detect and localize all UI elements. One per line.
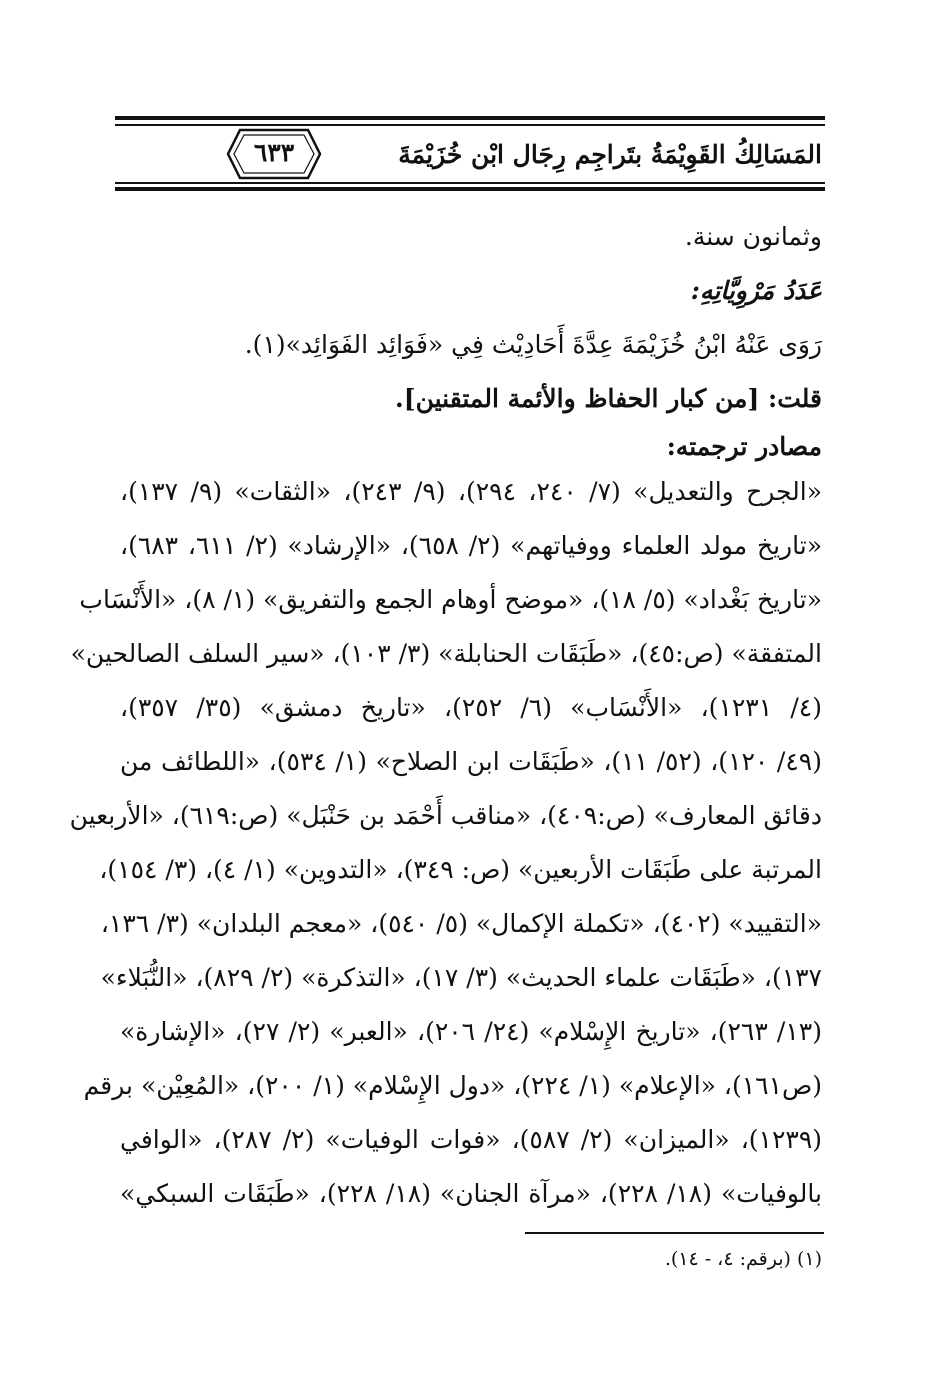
sources-line: المتفقة» (ص:٤٥)، «طَبَقَات الحنابلة» (٣/ ١٠٣)، «سير السلف الصالحين» xyxy=(70,639,822,668)
header-rule-bottom-thin xyxy=(115,182,825,184)
sources-line: «تاريخ مولد العلماء ووفياتهم» (٢/ ٦٥٨)، «الإرشاد» (٢/ ٦١١، ٦٨٣)، xyxy=(120,531,822,560)
running-title: المَسَالِكُ القَوِيْمَةُ بتَراجِم رِجَال ابْن خُزَيْمَةَ xyxy=(398,140,822,169)
header-rule-top-thick xyxy=(115,116,825,120)
sources-line: بالوفيات» (١٨/ ٢٢٨)، «مرآة الجنان» (١٨/ ٢٢٨)، «طَبَقَات السبكي» xyxy=(120,1179,822,1208)
heading-sources: مصادر ترجمته: xyxy=(666,432,822,461)
narrations-text: رَوَى عَنْهُ ابْنُ خُزَيْمَةَ عِدَّةَ أَحَادِيْث فِي «فَوَائِد الفَوَائِد»(١). xyxy=(244,330,822,359)
sources-line: (١٣/ ٢٦٣)، «تاريخ الإِسْلام» (٢٤/ ٢٠٦)، «العبر» (٢/ ٢٧)، «الإشارة» xyxy=(120,1017,822,1046)
sources-line: «تاريخ بَغْداد» (٥/ ١٨)، «موضح أوهام الجمع والتفريق» (١/ ٨)، «الأَنْسَاب xyxy=(79,585,822,614)
header-rule-bottom-thick xyxy=(115,187,825,191)
footnote-separator xyxy=(525,1232,824,1234)
body-line-continuation: وثمانون سنة. xyxy=(684,222,822,251)
footnote: (١) (برقم: ٤، - ١٤). xyxy=(664,1248,822,1270)
sources-line: (٤/ ١٢٣١)، «الأَنْسَاب» (٦/ ٢٥٢)، «تاريخ دمشق» (٣٥/ ٣٥٧)، xyxy=(120,693,822,722)
qult-statement: قلت: [من كبار الحفاظ والأئمة المتقنين]. xyxy=(395,384,822,413)
sources-line: دقائق المعارف» (ص:٤٠٩)، «مناقب أَحْمَد بن حَنْبَل» (ص:٦١٩)، «الأربعين xyxy=(69,801,822,830)
sources-line: المرتبة على طَبَقَات الأربعين» (ص: ٣٤٩)، «التدوين» (١/ ٤)، (٣/ ١٥٤)، xyxy=(99,855,822,884)
sources-paragraph xyxy=(69,465,823,1221)
sources-line: ١٣٧)، «طَبَقَات علماء الحديث» (٣/ ١٧)، «التذكرة» (٢/ ٨٢٩)، «النُّبَلاء» xyxy=(100,963,822,992)
page-number: ٦٣٣ xyxy=(253,138,295,167)
heading-narrations: عَدَدُ مَرْوِيَّاتِهِ: xyxy=(690,276,822,305)
sources-line: «الجرح والتعديل» (٧/ ٢٤٠، ٢٩٤)، (٩/ ٢٤٣)، «الثقات» (٩/ ١٣٧)، xyxy=(120,477,823,506)
sources-line: (٤٩/ ١٢٠)، (٥٢/ ١١)، «طَبَقَات ابن الصلاح» (١/ ٥٣٤)، «اللطائف من xyxy=(120,747,822,776)
page-number-frame xyxy=(226,128,322,180)
header-rule-top-thin xyxy=(115,124,825,126)
sources-line: (ص١٦١)، «الإعلام» (١/ ٢٢٤)، «دول الإِسْلام» (١/ ٢٠٠)، «المُعِيْن» برقم xyxy=(83,1071,822,1100)
sources-line: (١٢٣٩)، «الميزان» (٢/ ٥٨٧)، «فوات الوفيات» (٢/ ٢٨٧)، «الوافي xyxy=(120,1125,823,1154)
sources-line: «التقييد» (٤٠٢)، «تكملة الإكمال» (٥/ ٥٤٠)، «معجم البلدان» (٣/ ١٣٦، xyxy=(100,909,822,938)
